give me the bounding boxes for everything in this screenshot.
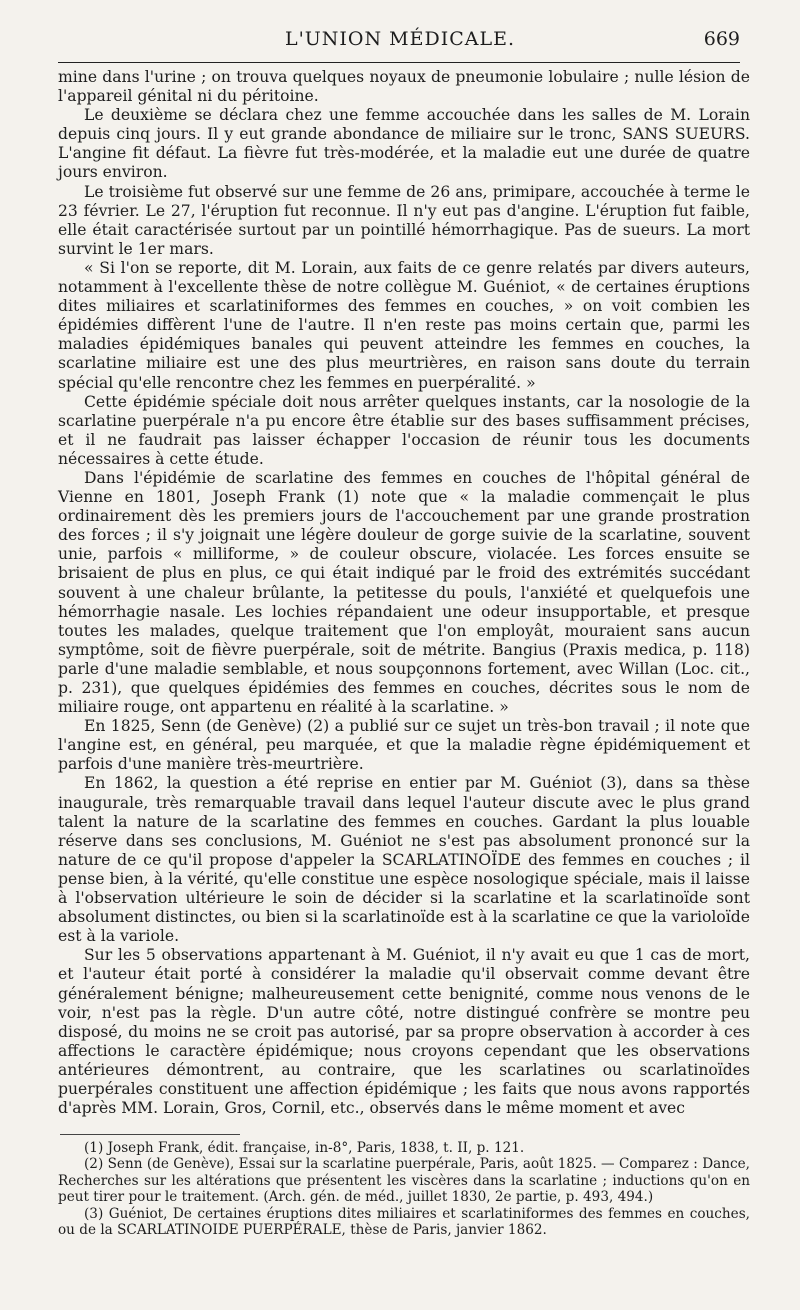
paragraph: Dans l'épidémie de scarlatine des femmes en couches de l'hôpital général de Vienne en 1801, Joseph Frank (1) note que « la maladie commençait le plus ordinairement dès les premiers jours de l'accouchement par une grande prostration des forces ; il s'y joignait une légère douleur de gorge suivie de la scarlatine, souvent unie, parfois « milliforme, » de couleur obscure, violacée. Les forces ensuite se brisaient de plus en plus, ce qui était indiqué par le froid des extrémités succédant souvent à une chaleur brûlante, la petitesse du pouls, l'anxiété et quelquefois une hémorrhagie nasale. Les lochies répandaient une odeur insupportable, et presque toutes les malades, quelque traitement que l'on employât, mouraient sans aucun symptôme, soit de fièvre puerpérale, soit de métrite. Bangius (Praxis medica, p. 118) parle d'une maladie semblable, et nous soupçonnons fortement, avec Willan (Loc. cit., p. 231), que quelques épidémies des femmes en couches, décrites sous le nom de miliaire rouge, ont appartenu en réalité à la scarlatine. » — [58, 468, 750, 717]
footnote: (1) Joseph Frank, édit. française, in-8°, Paris, 1838, t. II, p. 121. — [84, 1140, 525, 1156]
footnotes — [58, 1140, 750, 1238]
footnote: (2) Senn (de Genève), Essai sur la scarlatine puerpérale, Paris, août 1825. — Comparez : Dance, Recherches sur les altérations que présentent les viscères dans la scarlatine ; inductions qu'on en peut tirer pour le traitement. (Arch. gén. de méd., juillet 1830, 2e partie, p. 493, 494.) — [58, 1156, 750, 1206]
paragraph: Le troisième fut observé sur une femme de 26 ans, primipare, accouchée à terme le 23 février. Le 27, l'éruption fut reconnue. Il n'y eut pas d'angine. L'éruption fut faible, elle était caractérisée surtout par un pointillé hémorrhagique. Pas de sueurs. La mort survint le 1er mars. — [58, 182, 750, 258]
paragraph: En 1862, la question a été reprise en entier par M. Guéniot (3), dans sa thèse inaugurale, très remarquable travail dans lequel l'auteur discute avec le plus grand talent la nature de la scarlatine des femmes en couches. Gardant la plus louable réserve dans ses conclusions, M. Guéniot ne s'est pas absolument prononcé sur la nature de ce qu'il propose d'appeler la SCARLATINOÏDE des femmes en couches ; il pense bien, à la vérité, qu'elle constitue une espèce nosologique spéciale, mais il laisse à l'observation ultérieure le soin de décider si la scarlatine et la scarlatinoïde sont absolument distinctes, ou bien si la scarlatinoïde est à la scarlatine ce que la varioloïde est à la variole. — [58, 774, 750, 946]
footnote: (3) Guéniot, De certaines éruptions dites miliaires et scarlatiniformes des femmes en couches, ou de la SCARLATINOIDE PUERPÉRALE, thèse de Paris, janvier 1862. — [58, 1205, 750, 1239]
paragraph: « Si l'on se reporte, dit M. Lorain, aux faits de ce genre relatés par divers auteurs, notamment à l'excellente thèse de notre collègue M. Guéniot, « de certaines éruptions dites miliaires et scarlatiniformes des femmes en couches, » on voit combien les épidémies diffèrent l'une de l'autre. Il n'en reste pas moins certain que, parmi les maladies épidémiques banales qui peuvent atteindre les femmes en couches, la scarlatine miliaire est une des plus meurtrières, en raison sans doute du terrain spécial qu'elle rencontre chez les femmes en puerpéralité. » — [58, 258, 750, 392]
paragraph: Cette épidémie spéciale doit nous arrêter quelques instants, car la nosologie de la scarlatine puerpérale n'a pu encore être établie sur des bases suffisamment précises, et il ne faudrait pas laisser échapper l'occasion de réunir tous les documents nécessaires à cette étude. — [58, 392, 750, 468]
paragraph: Le deuxième se déclara chez une femme accouchée dans les salles de M. Lorain depuis cinq jours. Il y eut grande abondance de miliaire sur le tronc, SANS SUEURS. L'angine fit défaut. La fièvre fut très-modérée, et la maladie eut une durée de quatre jours environ. — [58, 106, 750, 182]
paragraph: mine dans l'urine ; on trouva quelques noyaux de pneumonie lobulaire ; nulle lésion de l'appareil génital ni du péritoine. — [58, 68, 750, 106]
paragraph: Sur les 5 observations appartenant à M. Guéniot, il n'y avait eu que 1 cas de mort, et l'auteur était porté à considérer la maladie qu'il observait comme devant être généralement bénigne; malheureusement cette benignité, comme nous venons de le voir, n'est pas la règle. D'un autre côté, notre distingué confrère se montre peu disposé, du moins ne se croit pas autorisé, par sa propre observation à accorder à ces affections le caractère épidémique; nous croyons cependant que les observations antérieures démontrent, au contraire, que les scarlatines ou scarlatinoïdes puerpérales constituent une affection épidémique ; les faits que nous avons rapportés d'après MM. Lorain, Gros, Cornil, etc., observés dans le même moment et avec — [58, 946, 750, 1118]
body-text — [58, 68, 750, 1118]
page-number: 669 — [703, 28, 740, 50]
page-header — [60, 24, 740, 60]
header-rule — [58, 62, 740, 63]
footnote-rule — [60, 1134, 240, 1135]
running-head: L'UNION MÉDICALE. — [284, 28, 516, 50]
paragraph: En 1825, Senn (de Genève) (2) a publié sur ce sujet un très-bon travail ; il note que l'angine est, en général, peu marquée, et que la maladie règne épidémiquement et parfois d'une manière très-meurtrière. — [58, 717, 750, 774]
